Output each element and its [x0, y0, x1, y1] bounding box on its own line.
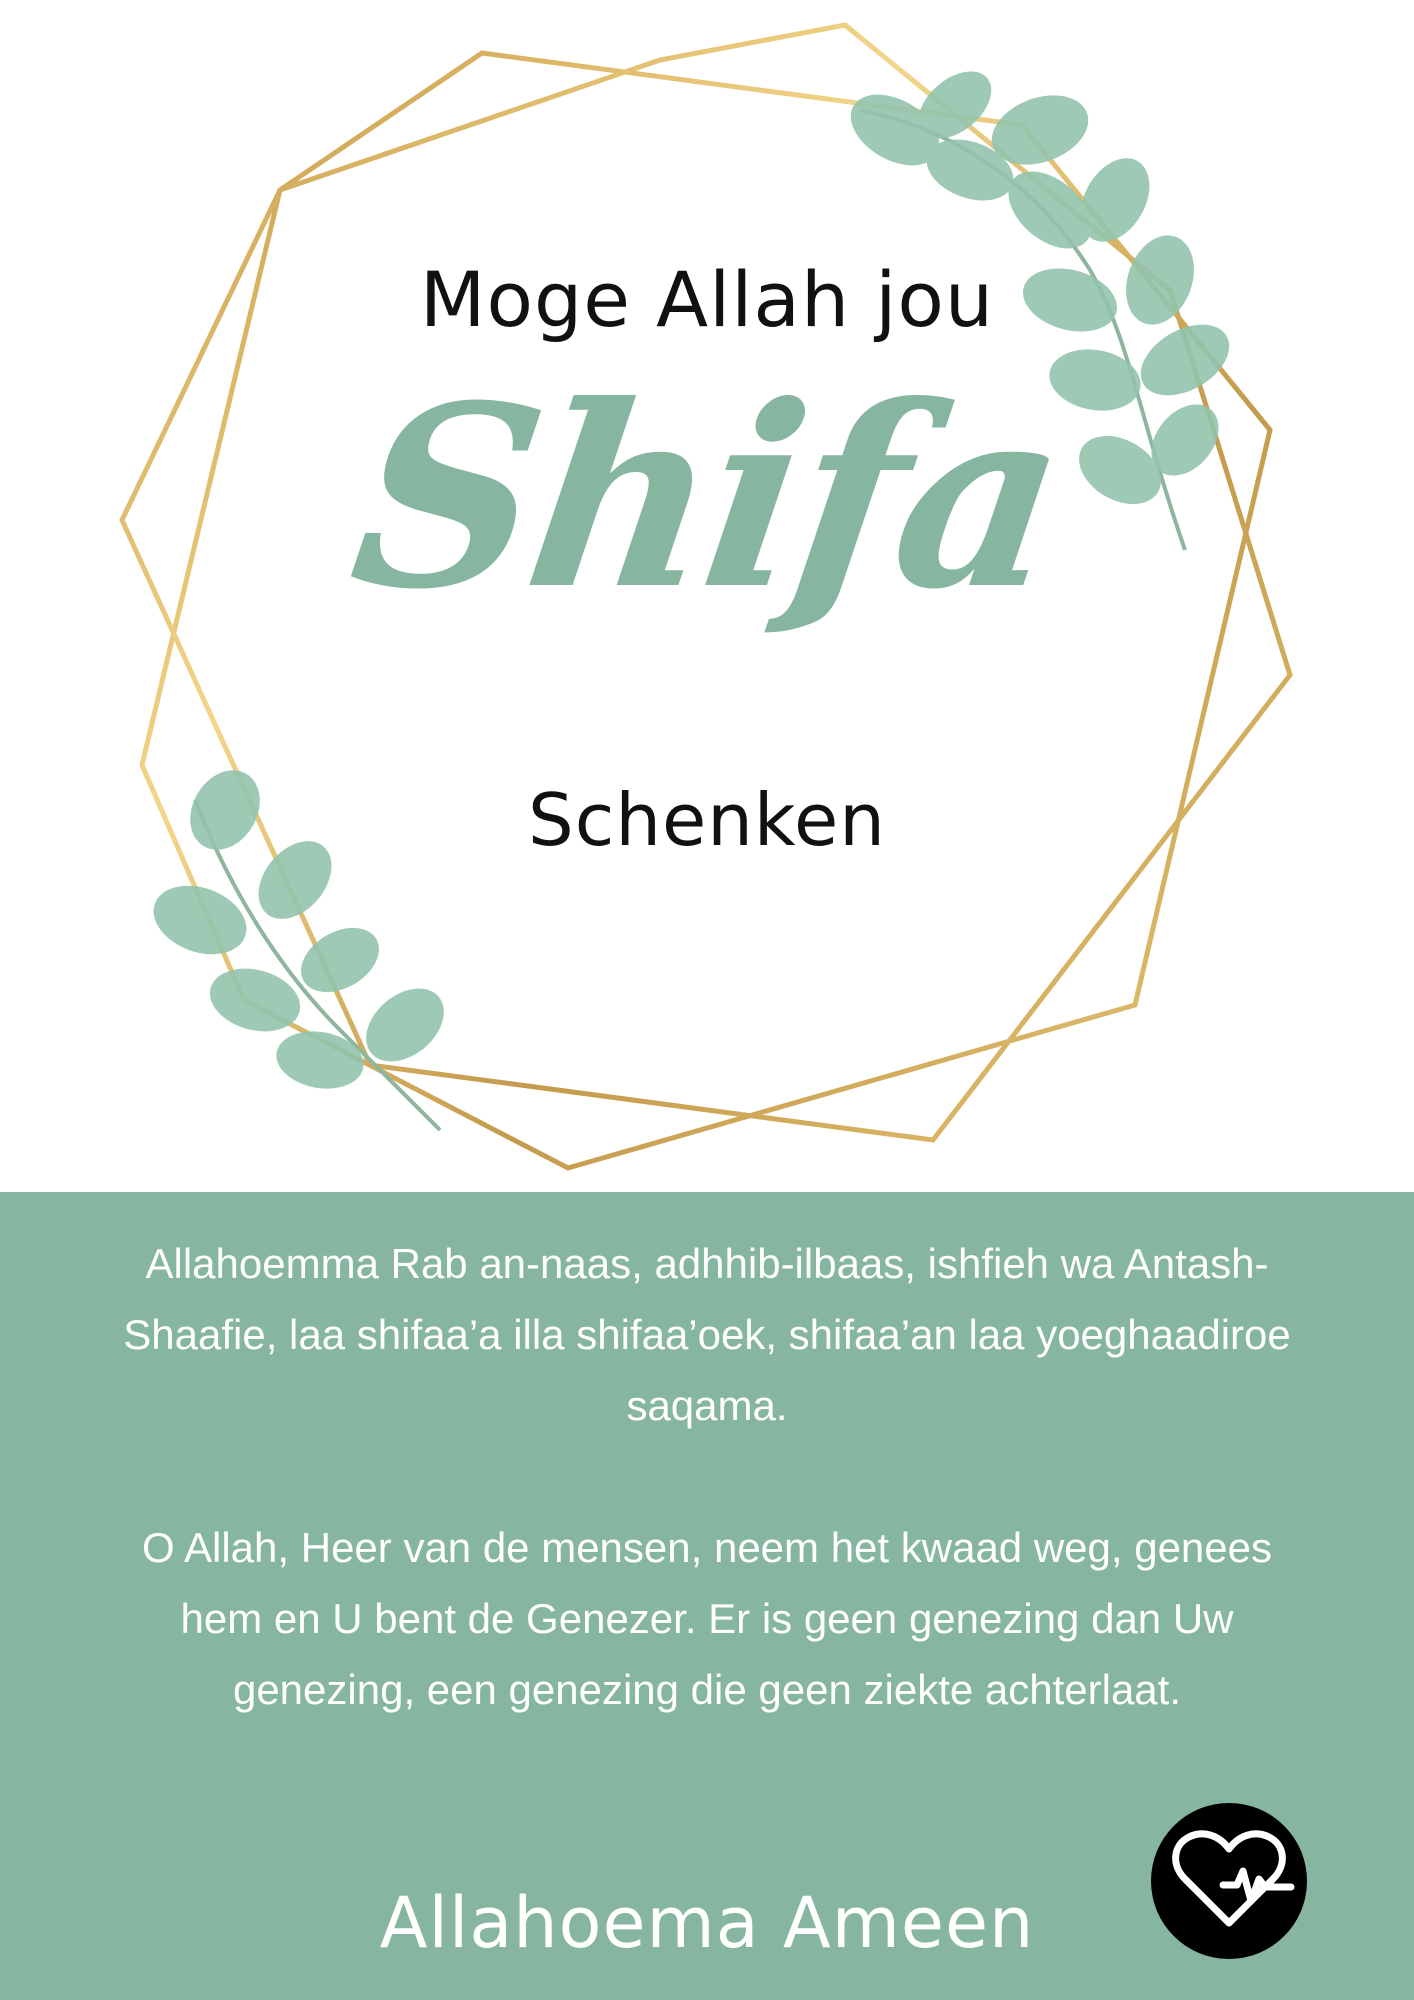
dua-translation: O Allah, Heer van de mensen, neem het kwaad weg, genees hem en U bent de Genezer. Er is geen genezing dan Uw genezing, een genezing die geen ziekte achterlaat. — [141, 1524, 1273, 1713]
closing-text: Allahoema Ameen — [379, 1882, 1035, 1964]
headline-shifa: Shifa — [338, 350, 1077, 644]
greeting-line-end: Schenken — [528, 778, 886, 862]
dua-transliteration: Allahoemma Rab an-naas, adhhib-ilbaas, ishfieh wa Antash-Shaafie, laa shifaa’a illa shifaa’oek, shifaa’an laa yoeghaadiroe saqama. — [123, 1240, 1291, 1429]
heart-pulse-icon — [1151, 1803, 1307, 1959]
greeting-line: Moge Allah jou — [419, 255, 995, 344]
